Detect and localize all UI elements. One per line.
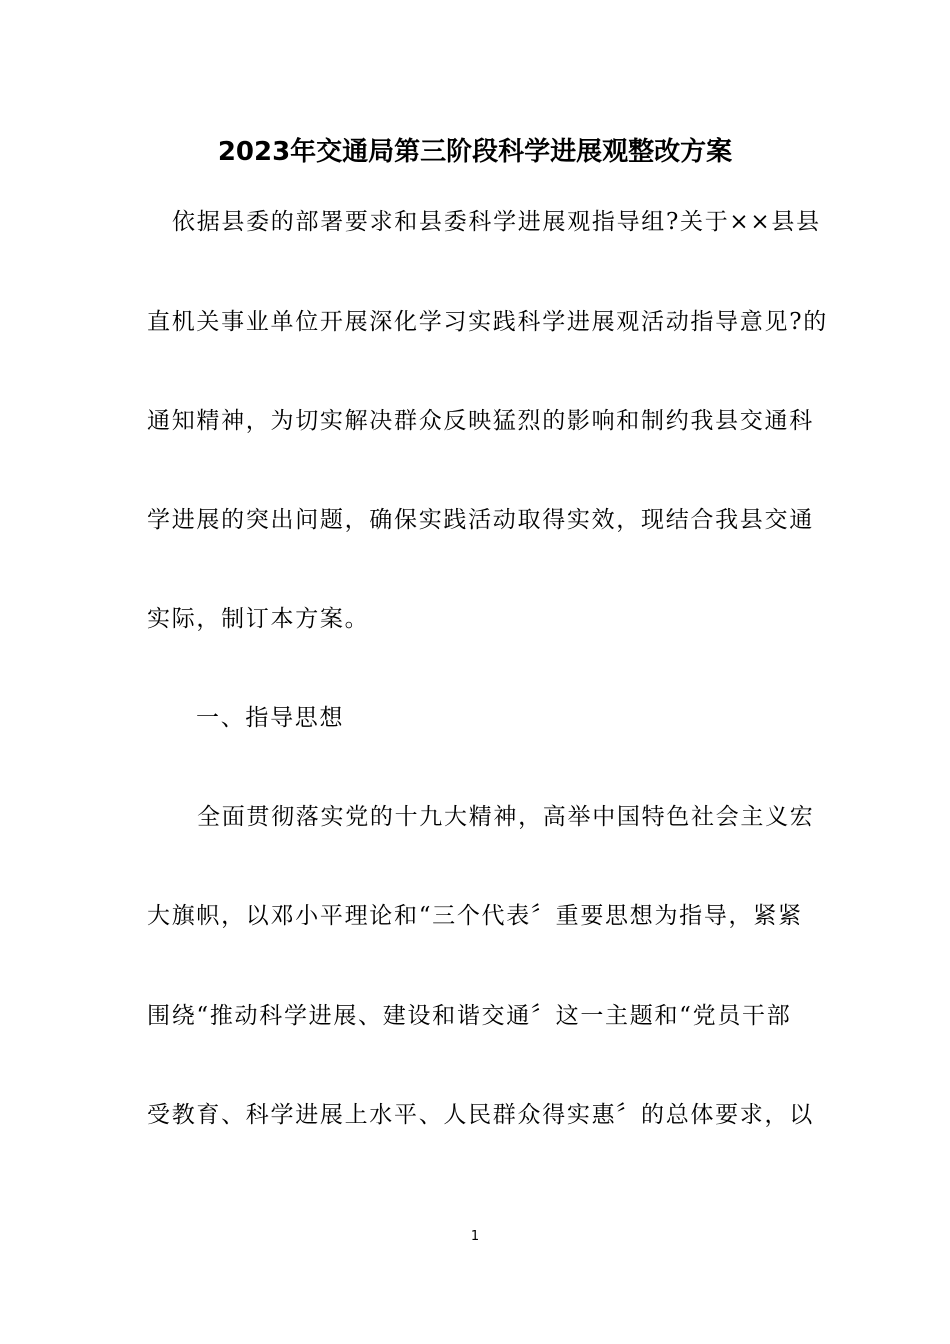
paragraph-line: 大旗帜，以邓小平理论和“三个代表〞重要思想为指导，紧紧 bbox=[147, 903, 803, 929]
paragraph-line: 学进展的突出问题，确保实践活动取得实效，现结合我县交通 bbox=[147, 507, 814, 533]
paragraph-line: 受教育、科学进展上水平、人民群众得实惠〞的总体要求，以 bbox=[147, 1102, 814, 1128]
paragraph-line: 围绕“推动科学进展、建设和谐交通〞这一主题和“党员干部 bbox=[147, 1003, 792, 1029]
paragraph-line: 实际，制订本方案。 bbox=[147, 606, 370, 632]
paragraph-line: 通知精神，为切实解决群众反映猛烈的影响和制约我县交通科 bbox=[147, 408, 814, 434]
paragraph-line: 全面贯彻落实党的十九大精神，高举中国特色社会主义宏 bbox=[197, 804, 815, 830]
page-number: 1 bbox=[470, 1229, 480, 1244]
section-heading: 一、指导思想 bbox=[196, 705, 345, 731]
document-title: 2023年交通局第三阶段科学进展观整改方案 bbox=[217, 137, 733, 167]
paragraph-line: 依据县委的部署要求和县委科学进展观指导组?关于××县县 bbox=[172, 209, 821, 235]
paragraph-line: 直机关事业单位开展深化学习实践科学进展观活动指导意见?的 bbox=[147, 309, 828, 335]
